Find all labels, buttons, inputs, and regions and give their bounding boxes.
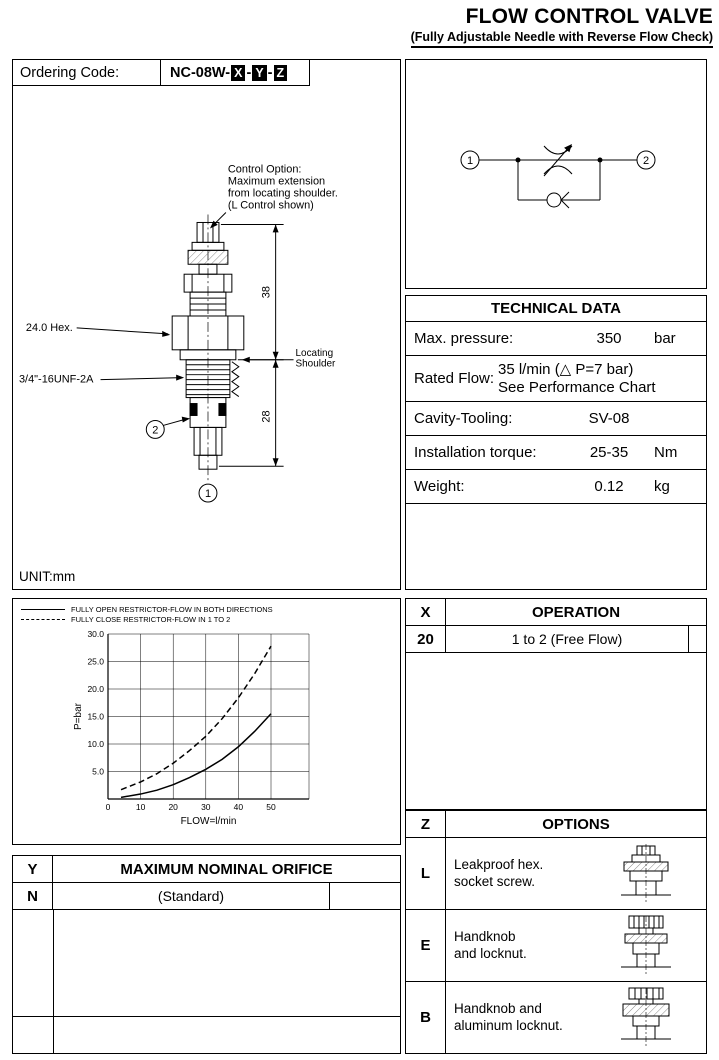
svg-text:15.0: 15.0 (87, 711, 104, 722)
svg-text:40: 40 (233, 802, 244, 812)
svg-text:50: 50 (266, 802, 276, 812)
symbol-panel (405, 59, 707, 289)
svg-text:Maximum extension: Maximum extension (227, 175, 326, 188)
svg-text:20.0: 20.0 (87, 684, 104, 694)
svg-text:5.0: 5.0 (92, 766, 104, 777)
port-1-callout: 1 (204, 488, 212, 501)
solid-line-sample (21, 609, 65, 610)
ordering-z: Z (274, 65, 288, 81)
ordering-sep1: - (246, 64, 252, 81)
svg-text:30.0: 30.0 (87, 629, 104, 639)
orifice-row (13, 883, 400, 910)
ordering-x: X (231, 65, 245, 81)
ordering-prefix: NC-08W- (170, 64, 231, 81)
operation-col-letter: X (406, 599, 446, 625)
svg-text:30: 30 (201, 802, 211, 812)
svg-text:25.0: 25.0 (87, 656, 104, 667)
options-table (405, 810, 707, 1054)
locating-shoulder-label: Locating (295, 347, 334, 359)
dim-28-label: 28 (260, 410, 273, 423)
technical-data-panel (405, 295, 707, 590)
orifice-col-letter: Y (13, 856, 53, 882)
options-title: OPTIONS (542, 815, 610, 833)
performance-chart (13, 599, 400, 844)
operation-row-desc: 1 to 2 (Free Flow) (511, 631, 623, 647)
chart-legend (21, 604, 273, 624)
options-row-l-desc: Leakproof hex. socket screw. (454, 857, 544, 889)
svg-text:10: 10 (135, 802, 146, 812)
legend-item-open: FULLY OPEN RESTRICTOR-FLOW IN BOTH DIRECTIONS (21, 604, 273, 614)
technical-data-title: TECHNICAL DATA (406, 296, 706, 322)
ordering-sep2: - (267, 64, 273, 81)
operation-title: OPERATION (531, 603, 621, 621)
operation-header (406, 599, 706, 626)
title-block (411, 5, 713, 48)
svg-text:FLOW=l/min: FLOW=l/min (180, 816, 237, 827)
doc-subtitle: (Fully Adjustable Needle with Reverse Flow Check) (411, 30, 713, 48)
options-row-l (406, 838, 706, 910)
symbol-port-2: 2 (642, 155, 650, 167)
svg-text:10.0: 10.0 (87, 739, 104, 749)
options-row-e-code: E (406, 910, 446, 981)
control-option-note: Control Option: (227, 163, 302, 176)
symbol-port-1: 1 (466, 155, 474, 167)
svg-text:0: 0 (105, 802, 111, 812)
orifice-table (12, 855, 401, 1054)
orifice-row-desc: (Standard) (157, 888, 225, 904)
hydraulic-symbol (406, 60, 706, 288)
legend-item-close: FULLY CLOSE RESTRICTOR-FLOW IN 1 TO 2 (21, 614, 273, 624)
unit-label: UNIT:mm (19, 569, 76, 584)
orifice-row-code: N (13, 883, 53, 909)
orifice-column-divider (53, 910, 54, 1053)
options-row-b (406, 982, 706, 1053)
td-row-max-pressure: Max. pressure: 350 bar (406, 322, 706, 356)
port-2-callout: 2 (152, 424, 159, 437)
options-row-e (406, 910, 706, 982)
orifice-title: MAXIMUM NOMINAL ORIFICE (120, 860, 333, 878)
svg-text:from locating shoulder.: from locating shoulder. (227, 187, 338, 200)
orifice-empty-rows (13, 910, 400, 1053)
operation-row-endcell (688, 626, 706, 652)
options-header (406, 811, 706, 838)
dashed-line-sample (21, 619, 65, 620)
svg-text:P=bar: P=bar (73, 703, 84, 730)
td-row-rated-flow: Rated Flow: 35 l/min (△ P=7 bar) See Performance Chart (406, 356, 706, 402)
hex-label: 24.0 Hex. (25, 321, 73, 334)
ordering-code-label: Ordering Code: (13, 60, 161, 85)
hex-socket-screw-drawing (586, 838, 706, 909)
operation-table (405, 598, 707, 810)
options-row-l-code: L (406, 838, 446, 909)
td-row-torque: Installation torque: 25-35 Nm (406, 436, 706, 470)
orifice-row-endcell (329, 883, 400, 909)
thread-label: 3/4"-16UNF-2A (18, 373, 94, 386)
ordering-code-box (12, 59, 310, 86)
dimension-lines (219, 224, 284, 466)
doc-title: FLOW CONTROL VALVE (465, 5, 713, 28)
svg-text:(L Control shown): (L Control shown) (227, 199, 314, 212)
drawing-panel (12, 59, 401, 590)
ordering-y: Y (252, 65, 266, 81)
orifice-row-divider (13, 1016, 400, 1017)
td-row-weight: Weight: 0.12 kg (406, 470, 706, 504)
td-row-cavity: Cavity-Tooling: SV-08 (406, 402, 706, 436)
svg-text:20: 20 (168, 802, 178, 812)
operation-row (406, 626, 706, 653)
options-col-letter: Z (406, 811, 446, 837)
dim-38-label: 38 (260, 286, 273, 299)
svg-text:Shoulder: Shoulder (295, 358, 336, 370)
options-row-b-desc: Handknob and aluminum locknut. (454, 1001, 563, 1033)
operation-row-code: 20 (406, 626, 446, 652)
performance-chart-panel (12, 598, 401, 845)
ordering-code-value (161, 60, 309, 85)
options-row-b-code: B (406, 982, 446, 1053)
handknob-locknut-drawing (586, 910, 706, 981)
orifice-header (13, 856, 400, 883)
valve-drawing (13, 88, 400, 540)
handknob-aluminum-locknut-drawing (586, 982, 706, 1053)
options-row-e-desc: Handknob and locknut. (454, 929, 527, 961)
